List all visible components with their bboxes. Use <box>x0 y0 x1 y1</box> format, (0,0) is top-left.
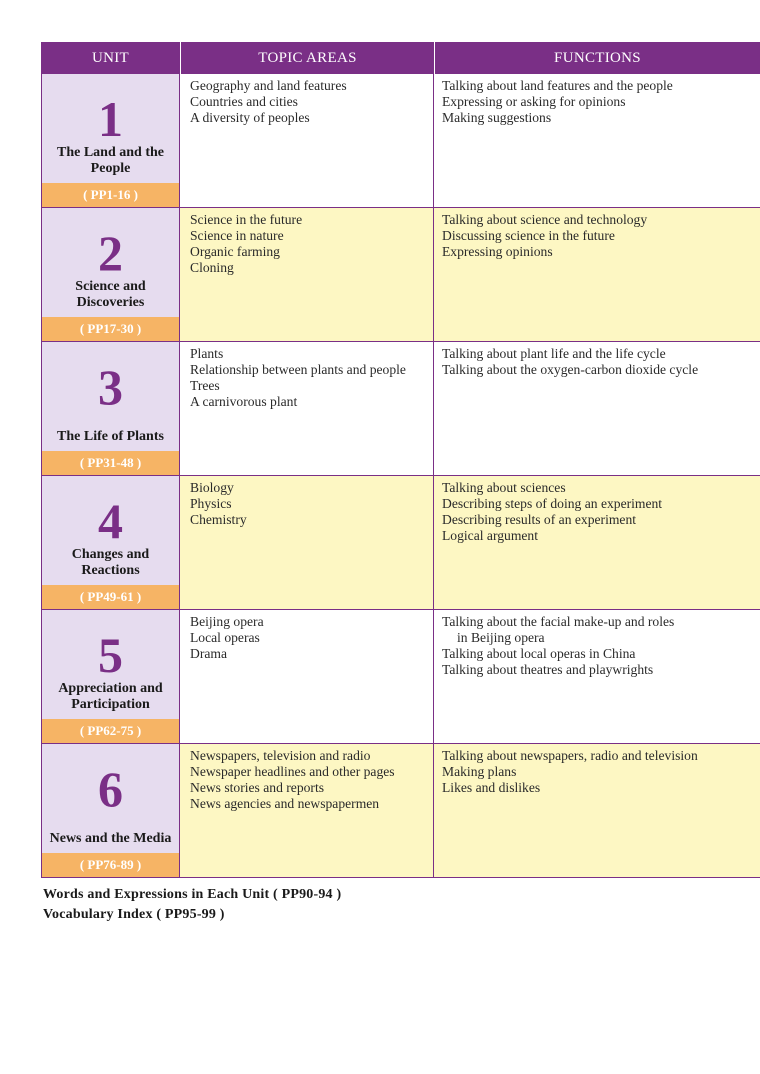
unit-row <box>41 74 760 208</box>
topic-item: A diversity of peoples <box>190 110 310 125</box>
function-item: Talking about newspapers, radio and television <box>442 748 698 763</box>
unit-row <box>41 208 760 342</box>
unit-pages[interactable]: ( PP62-75 ) <box>42 719 179 743</box>
functions-cell <box>434 342 760 475</box>
topic-item: Trees <box>190 378 220 393</box>
function-item: Talking about the facial make-up and roles <box>442 614 675 629</box>
function-item: Talking about theatres and playwrights <box>442 662 654 677</box>
functions-cell <box>434 476 760 609</box>
header-functions: FUNCTIONS <box>434 42 760 74</box>
function-item: Talking about local operas in China <box>442 646 636 661</box>
appendix-vocabulary-index[interactable]: Vocabulary Index ( PP95-99 ) <box>43 907 225 922</box>
function-item: Logical argument <box>442 528 539 543</box>
unit-pages[interactable]: ( PP31-48 ) <box>42 451 179 475</box>
function-item: Making suggestions <box>442 110 552 125</box>
unit-pages[interactable]: ( PP17-30 ) <box>42 317 179 341</box>
appendix-words-expressions[interactable]: Words and Expressions in Each Unit ( PP90-94 ) <box>43 887 342 902</box>
unit-number: 4 <box>98 493 123 549</box>
function-item: Talking about land features and the people <box>442 78 673 93</box>
topic-item: Relationship between plants and people <box>190 362 406 377</box>
header-unit: UNIT <box>91 49 130 66</box>
unit-number: 2 <box>98 225 123 281</box>
function-item: in Beijing opera <box>457 630 545 645</box>
unit-title[interactable]: The Life of Plants <box>57 429 164 444</box>
function-item: Talking about the oxygen-carbon dioxide cycle <box>442 362 699 377</box>
topic-item: Plants <box>190 346 224 361</box>
unit-cell <box>41 74 180 207</box>
contents-table <box>41 42 760 878</box>
header-topic-areas: TOPIC AREAS <box>180 42 434 74</box>
unit-row <box>41 610 760 744</box>
topic-item: Newspaper headlines and other pages <box>190 764 395 779</box>
unit-title[interactable]: Appreciation and Participation <box>58 681 163 712</box>
topic-areas-cell <box>180 610 434 743</box>
topic-item: Biology <box>190 480 234 495</box>
function-item: Likes and dislikes <box>442 780 541 795</box>
topic-item: Beijing opera <box>190 614 264 629</box>
unit-cell <box>41 208 180 341</box>
topic-item: Geography and land features <box>190 78 347 93</box>
unit-cell <box>41 744 180 877</box>
topic-item: Physics <box>190 496 232 511</box>
function-item: Expressing opinions <box>442 244 553 259</box>
unit-pages[interactable]: ( PP49-61 ) <box>42 585 179 609</box>
table-header <box>41 42 760 74</box>
unit-number: 1 <box>98 91 123 147</box>
topic-areas-cell <box>180 342 434 475</box>
unit-pages[interactable]: ( PP76-89 ) <box>42 853 179 877</box>
topic-item: News stories and reports <box>190 780 325 795</box>
topic-areas-cell <box>180 74 434 207</box>
topic-item: Chemistry <box>190 512 247 527</box>
topic-item: A carnivorous plant <box>190 394 298 409</box>
topic-item: Newspapers, television and radio <box>190 748 371 763</box>
topic-areas-cell <box>180 744 434 877</box>
topic-item: Cloning <box>190 260 234 275</box>
unit-number: 3 <box>98 359 123 415</box>
functions-cell <box>434 610 760 743</box>
function-item: Describing results of an experiment <box>442 512 637 527</box>
unit-cell <box>41 476 180 609</box>
unit-title[interactable]: The Land and the People <box>57 145 164 176</box>
unit-number: 5 <box>98 627 123 683</box>
function-item: Talking about plant life and the life cycle <box>442 346 666 361</box>
topic-item: Science in nature <box>190 228 284 243</box>
unit-row <box>41 476 760 610</box>
topic-item: Science in the future <box>190 212 303 227</box>
unit-cell <box>41 610 180 743</box>
topic-item: Organic farming <box>190 244 280 259</box>
topic-item: News agencies and newspapermen <box>190 796 380 811</box>
function-item: Expressing or asking for opinions <box>442 94 626 109</box>
functions-cell <box>434 74 760 207</box>
function-item: Talking about sciences <box>442 480 566 495</box>
unit-pages[interactable]: ( PP1-16 ) <box>42 183 179 207</box>
unit-cell <box>41 342 180 475</box>
unit-row <box>41 342 760 476</box>
unit-number: 6 <box>98 761 123 817</box>
topic-item: Local operas <box>190 630 260 645</box>
appendix-list <box>43 885 341 925</box>
unit-title[interactable]: Changes and Reactions <box>71 547 150 578</box>
functions-cell <box>434 744 760 877</box>
function-item: Discussing science in the future <box>442 228 615 243</box>
functions-cell <box>434 208 760 341</box>
unit-title[interactable]: Science and Discoveries <box>75 279 146 310</box>
function-item: Describing steps of doing an experiment <box>442 496 663 511</box>
topic-item: Countries and cities <box>190 94 298 109</box>
topic-areas-cell <box>180 476 434 609</box>
function-item: Making plans <box>442 764 517 779</box>
topic-areas-cell <box>180 208 434 341</box>
unit-title[interactable]: News and the Media <box>49 831 172 846</box>
topic-item: Drama <box>190 646 227 661</box>
unit-row <box>41 744 760 878</box>
function-item: Talking about science and technology <box>442 212 648 227</box>
